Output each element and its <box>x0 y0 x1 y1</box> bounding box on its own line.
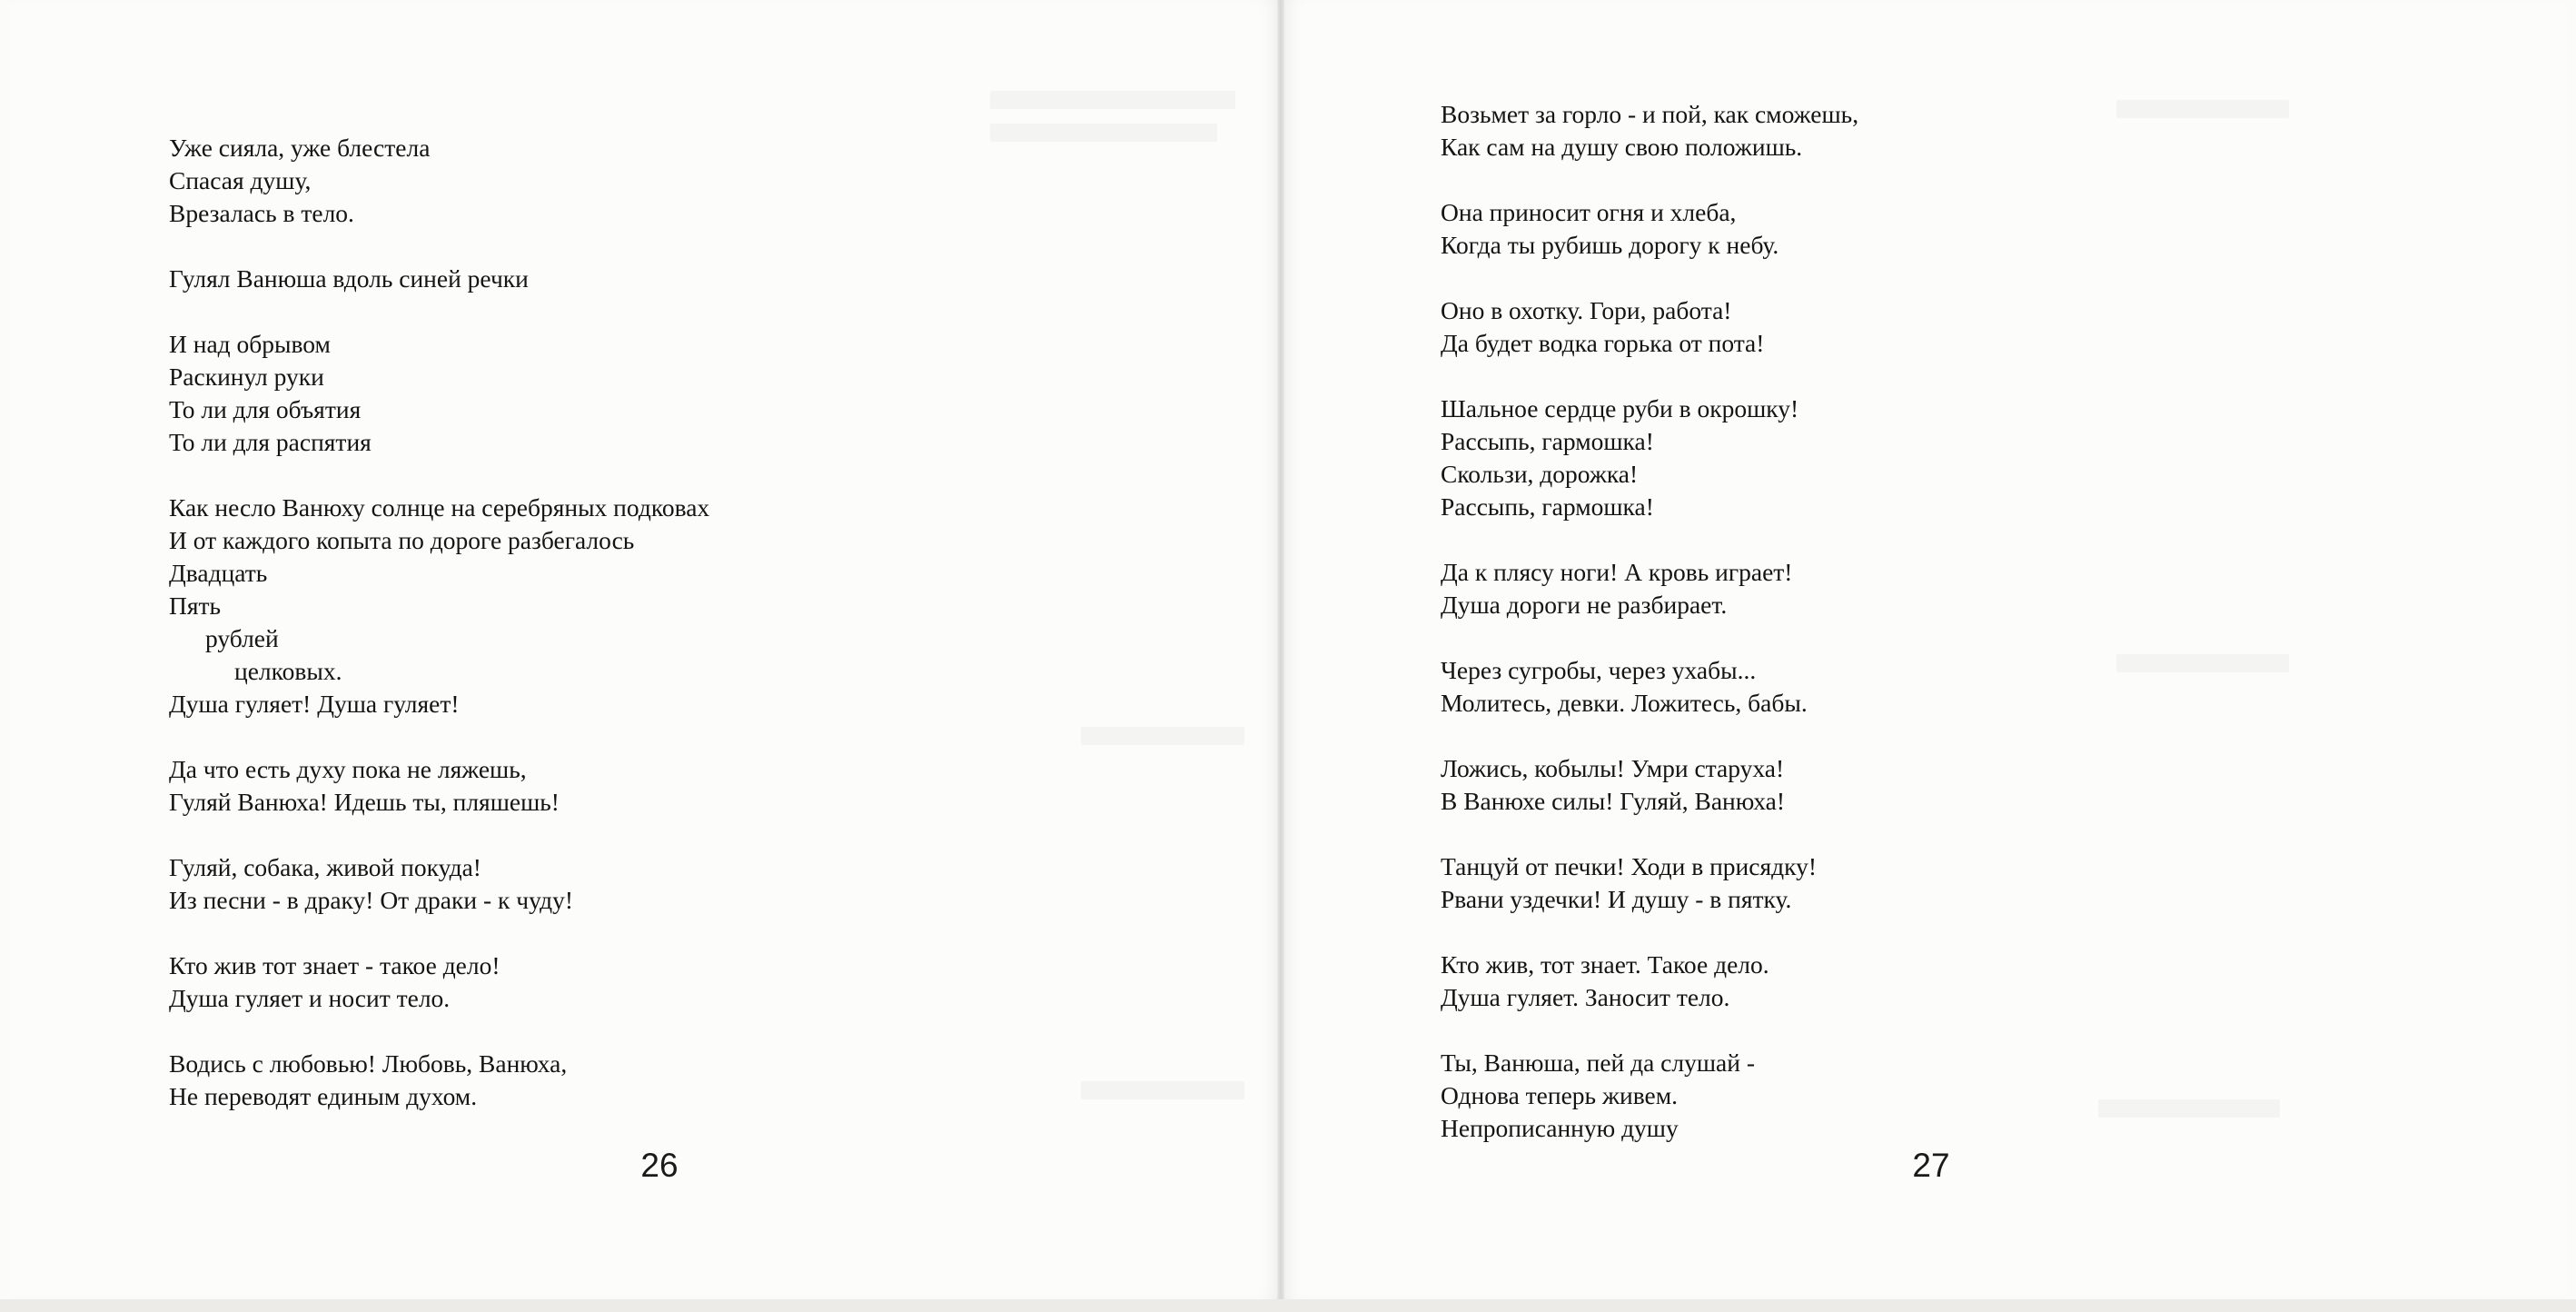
stanza-break <box>1441 164 2349 196</box>
poem-line: Двадцать <box>169 559 268 587</box>
poem-line: Врезалась в тело. <box>169 199 354 227</box>
poem-line: Уже сияла, уже блестела <box>169 134 431 162</box>
poem-line: И над обрывом <box>169 330 331 358</box>
poem-line: Да к плясу ноги! А кровь играет! <box>1441 558 1793 586</box>
poem-line: В Ванюхе силы! Гуляй, Ванюха! <box>1441 787 1785 815</box>
poem-line: Непрописанную душу <box>1441 1114 1679 1142</box>
poem-line: То ли для распятия <box>169 428 372 456</box>
poem-line: Гуляй Ванюха! Идешь ты, пляшешь! <box>169 788 560 816</box>
scan-bottom-edge <box>0 1299 2576 1312</box>
stanza-break <box>1441 720 2349 752</box>
stanza-break <box>169 295 1077 328</box>
poem-line: целковых. <box>234 657 342 685</box>
book-gutter <box>1277 0 1284 1299</box>
stanza-break <box>169 1015 1077 1048</box>
poem-line: Да будет водка горька от пота! <box>1441 329 1765 357</box>
poem-line: Как несло Ванюху солнце на серебряных подковах <box>169 493 710 522</box>
stanza-break <box>169 230 1077 263</box>
poem-line: Да что есть духу пока не ляжешь, <box>169 755 527 783</box>
poem-line: Однова теперь живем. <box>1441 1081 1678 1109</box>
poem-line: Пять <box>169 591 222 620</box>
stanza-break <box>169 819 1077 851</box>
poem-line: Молитесь, девки. Ложитесь, бабы. <box>1441 689 1808 717</box>
poem-line: Ложись, кобылы! Умри старуха! <box>1441 754 1785 782</box>
bleed-through-mark <box>990 91 1235 109</box>
poem-line: Шальное сердце руби в окрошку! <box>1441 394 1799 422</box>
left-page-poem <box>169 132 1077 1113</box>
poem-line: Ты, Ванюша, пей да слушай - <box>1441 1049 1755 1077</box>
poem-line: Когда ты рубишь дорогу к небу. <box>1441 231 1779 259</box>
poem-line: Спасая душу, <box>169 166 312 194</box>
poem-line: Как сам на душу свою положишь. <box>1441 133 1803 161</box>
poem-line: То ли для объятия <box>169 395 362 423</box>
poem-line: Кто жив тот знает - такое дело! <box>169 951 500 979</box>
bleed-through-mark <box>1081 1081 1244 1099</box>
poem-line: рублей <box>205 624 279 652</box>
stanza-break <box>169 721 1077 753</box>
poem-line: Душа гуляет. Заносит тело. <box>1441 983 1730 1011</box>
poem-line: Она приносит огня и хлеба, <box>1441 198 1737 226</box>
stanza-break <box>1441 523 2349 556</box>
stanza-break <box>1441 916 2349 949</box>
stanza-break <box>169 917 1077 949</box>
stanza-break <box>1441 360 2349 393</box>
poem-line: Возьмет за горло - и пой, как сможешь, <box>1441 100 1859 128</box>
bleed-through-mark <box>1081 727 1244 745</box>
poem-line: И от каждого копыта по дороге разбегалось <box>169 526 635 554</box>
stanza-break <box>1441 262 2349 294</box>
stanza-break <box>169 459 1077 492</box>
poem-line: Водись с любовью! Любовь, Ванюха, <box>169 1049 568 1078</box>
poem-line: Гуляй, собака, живой покуда! <box>169 853 481 881</box>
poem-line: Скользи, дорожка! <box>1441 460 1639 488</box>
poem-line: Танцуй от печки! Ходи в присядку! <box>1441 852 1817 880</box>
poem-line: Душа гуляет! Душа гуляет! <box>169 690 460 718</box>
page-number-left: 26 <box>640 1147 679 1184</box>
poem-line: Раскинул руки <box>169 363 324 391</box>
stanza-break <box>1441 621 2349 654</box>
poem-line: Из песни - в драку! От драки - к чуду! <box>169 886 573 914</box>
poem-line: Через сугробы, через ухабы... <box>1441 656 1757 684</box>
poem-line: Рассыпь, гармошка! <box>1441 492 1654 521</box>
poem-line: Гулял Ванюша вдоль синей речки <box>169 264 529 293</box>
poem-line: Душа дороги не разбирает. <box>1441 591 1728 619</box>
poem-line: Кто жив, тот знает. Такое дело. <box>1441 950 1769 979</box>
right-page-poem <box>1441 98 2349 1145</box>
poem-line: Оно в охотку. Гори, работа! <box>1441 296 1732 324</box>
poem-line: Рассыпь, гармошка! <box>1441 427 1654 455</box>
poem-line: Рвани уздечки! И душу - в пятку. <box>1441 885 1792 913</box>
poem-line: Не переводят единым духом. <box>169 1082 478 1110</box>
page-number-right: 27 <box>1912 1147 1950 1184</box>
stanza-break <box>1441 818 2349 850</box>
poem-line: Душа гуляет и носит тело. <box>169 984 451 1012</box>
stanza-break <box>1441 1014 2349 1047</box>
